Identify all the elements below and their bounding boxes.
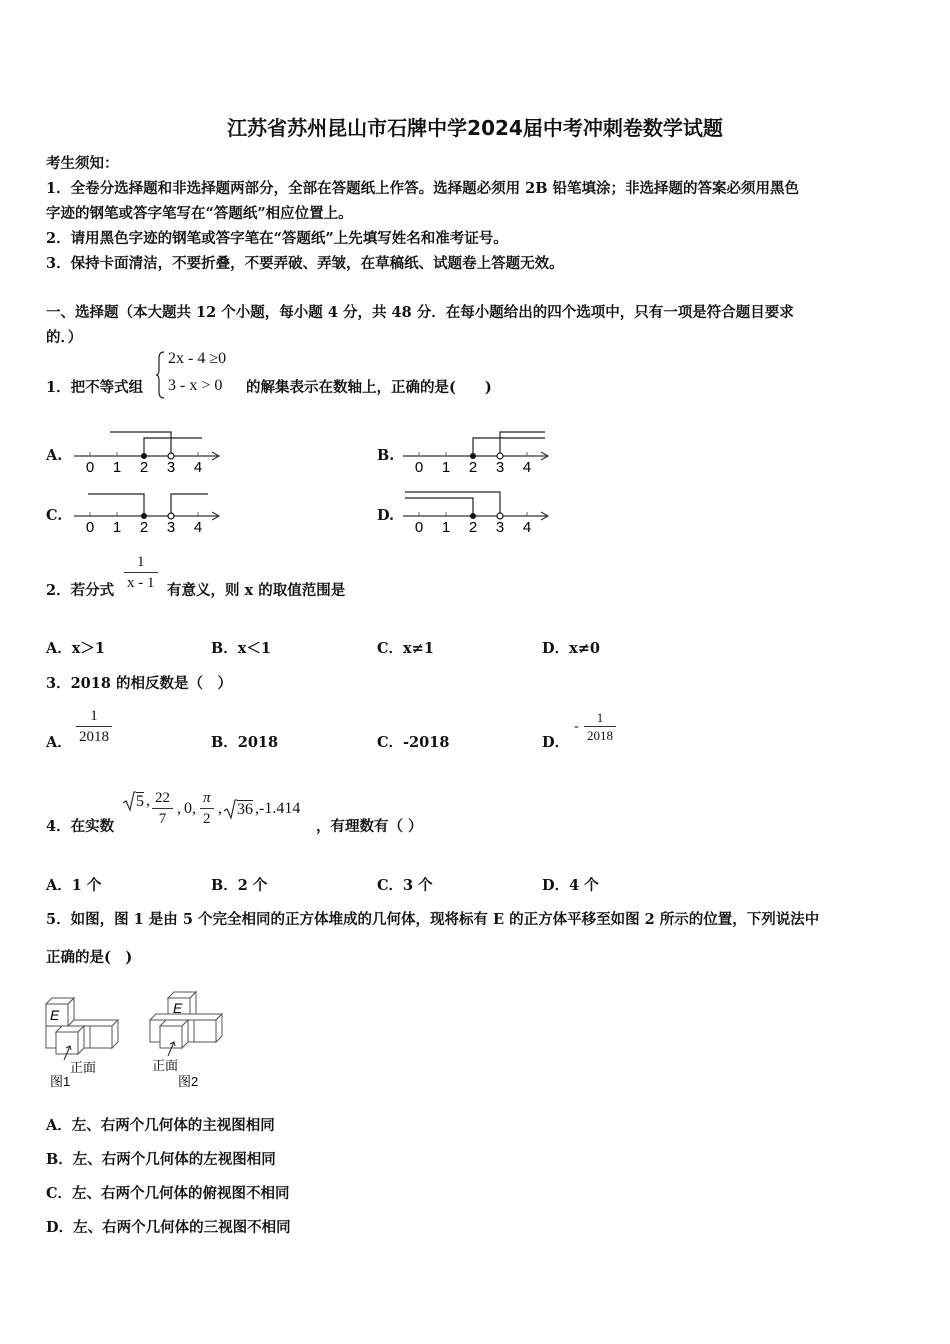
q1-option-c-number-line [72, 488, 224, 540]
q4-option-c[interactable]: C．3 个 [377, 877, 433, 894]
q5-option-c[interactable]: C．左、右两个几何体的俯视图不相同 [46, 1185, 290, 1202]
q3-option-a-fraction[interactable] [76, 706, 112, 747]
q5-figure-1 [42, 990, 124, 1090]
q4-tail: ,-1.414 [255, 800, 301, 817]
section-heading-line2: 的．） [46, 329, 83, 346]
q3-option-d-sign: - [574, 719, 579, 734]
tick-label: 3 [166, 459, 176, 476]
section-heading-line1: 一、选择题（本大题共 12 个小题，每小题 4 分，共 48 分．在每小题给出的四个选项中，只有一项是符合题目要求 [46, 304, 794, 321]
q5-stem-line2: 正确的是( ) [46, 949, 133, 966]
fraction-denominator: 2018 [79, 729, 109, 745]
tick-label: 0 [414, 459, 424, 476]
tick-label: 4 [522, 519, 532, 536]
tick-label: 0 [85, 459, 95, 476]
q3-option-d-label[interactable]: D． [542, 734, 570, 751]
q1-option-d-number-line [401, 488, 553, 540]
tick-label: 2 [468, 519, 478, 536]
q1-option-b-label[interactable]: B. [377, 447, 395, 464]
q4-option-d[interactable]: D．4 个 [542, 877, 599, 894]
q2-option-b[interactable]: B．x＜1 [211, 640, 271, 657]
fraction-denominator: 2 [203, 811, 211, 827]
notice-line-1b: 字迹的钢笔或答字笔写在“答题纸”相应位置上。 [46, 205, 353, 222]
q1-inequality-2: 3 - x > 0 [168, 377, 223, 394]
q1-inequality-system [156, 350, 241, 400]
tick-label: 3 [166, 519, 176, 536]
tick-label: 1 [441, 459, 451, 476]
q3-stem: 3．2018 的相反数是（ ） [46, 675, 232, 692]
e-label: E [50, 1007, 60, 1023]
q2-option-c[interactable]: C．x≠1 [377, 640, 434, 657]
tick-label: 0 [414, 519, 424, 536]
q2-fraction-denominator: x - 1 [127, 575, 155, 591]
q2-fraction [124, 552, 158, 593]
q3-option-a-label[interactable]: A． [46, 734, 72, 751]
q4-suffix: ，有理数有（ ） [316, 818, 423, 835]
fraction-numerator: 22 [152, 788, 173, 809]
q4-sqrt5: 5 [136, 793, 144, 810]
fig1-caption: 图1 [50, 1074, 71, 1089]
tick-label: 2 [468, 459, 478, 476]
notice-line-2: 2．请用黑色字迹的钢笔或答字笔在“答题纸”上先填写姓名和准考证号。 [46, 230, 508, 247]
fraction-denominator: 7 [158, 811, 167, 827]
q1-option-c-label[interactable]: C. [46, 507, 63, 524]
notice-heading: 考生须知： [46, 155, 119, 172]
fraction-numerator: 1 [584, 709, 616, 727]
tick-label: 2 [139, 459, 149, 476]
comma: , [218, 800, 222, 817]
tick-label: 4 [522, 459, 532, 476]
q3-option-b[interactable]: B．2018 [211, 734, 279, 751]
q1-option-a-label[interactable]: A. [46, 447, 63, 464]
notice-line-3: 3．保持卡面清洁，不要折叠，不要弄破、弄皱，在草稿纸、试题卷上答题无效。 [46, 255, 564, 272]
fraction-numerator: π [200, 788, 214, 809]
tick-label: 2 [139, 519, 149, 536]
q5-stem-line1: 5．如图，图 1 是由 5 个完全相同的正方体堆成的几何体，现将标有 E 的正方体平移至如图 2 所示的位置，下列说法中 [46, 911, 820, 928]
q3-option-c[interactable]: C．-2018 [377, 734, 450, 751]
q3-option-d-fraction[interactable] [584, 709, 616, 744]
front-label: 正面 [152, 1058, 179, 1073]
q5-option-a[interactable]: A．左、右两个几何体的主视图相同 [46, 1117, 275, 1134]
q5-option-d[interactable]: D．左、右两个几何体的三视图不相同 [46, 1219, 291, 1236]
tick-label: 3 [495, 519, 505, 536]
q2-suffix: 有意义，则 x 的取值范围是 [167, 582, 346, 599]
fraction-numerator: 1 [76, 706, 112, 727]
q1-option-d-label[interactable]: D. [377, 507, 395, 524]
q4-fraction-22-7 [152, 788, 173, 829]
tick-label: 1 [112, 519, 122, 536]
comma: , [146, 792, 150, 809]
q1-suffix: 的解集表示在数轴上，正确的是( ) [246, 379, 492, 396]
fig2-caption: 图2 [178, 1074, 199, 1089]
q1-inequality-1: 2x - 4 ≥0 [168, 350, 227, 367]
q2-option-a[interactable]: A．x＞1 [46, 640, 105, 657]
front-label: 正面 [70, 1060, 97, 1075]
q1-option-a-number-line [72, 428, 224, 480]
q2-fraction-numerator: 1 [124, 552, 158, 573]
q4-sqrt36: 36 [237, 801, 253, 818]
q5-option-b[interactable]: B．左、右两个几何体的左视图相同 [46, 1151, 276, 1168]
q4-option-a[interactable]: A．1 个 [46, 877, 102, 894]
comma: , [177, 800, 181, 817]
tick-label: 4 [193, 459, 203, 476]
q1-prefix: 1．把不等式组 [46, 379, 144, 396]
q4-fraction-pi-2 [200, 788, 214, 829]
q4-option-b[interactable]: B．2 个 [211, 877, 268, 894]
brace-icon [156, 350, 166, 400]
q4-zero: 0, [184, 800, 196, 817]
sqrt-icon [122, 790, 136, 812]
sqrt-icon [223, 798, 237, 820]
notice-line-1a: 1．全卷分选择题和非选择题两部分，全部在答题纸上作答。选择题必须用 2B 铅笔填涂；非选择题的答案必须用黑色 [46, 180, 800, 197]
e-label: E [173, 1000, 183, 1016]
page-title: 江苏省苏州昆山市石牌中学2024届中考冲刺卷数学试题 [227, 116, 723, 140]
q4-prefix: 4．在实数 [46, 818, 115, 835]
q2-prefix: 2．若分式 [46, 582, 115, 599]
tick-label: 0 [85, 519, 95, 536]
q1-option-b-number-line [401, 428, 553, 480]
tick-label: 3 [495, 459, 505, 476]
tick-label: 1 [441, 519, 451, 536]
q2-option-d[interactable]: D．x≠0 [542, 640, 600, 657]
fraction-denominator: 2018 [587, 728, 613, 743]
tick-label: 4 [193, 519, 203, 536]
q5-figure-2 [146, 990, 228, 1090]
tick-label: 1 [112, 459, 122, 476]
